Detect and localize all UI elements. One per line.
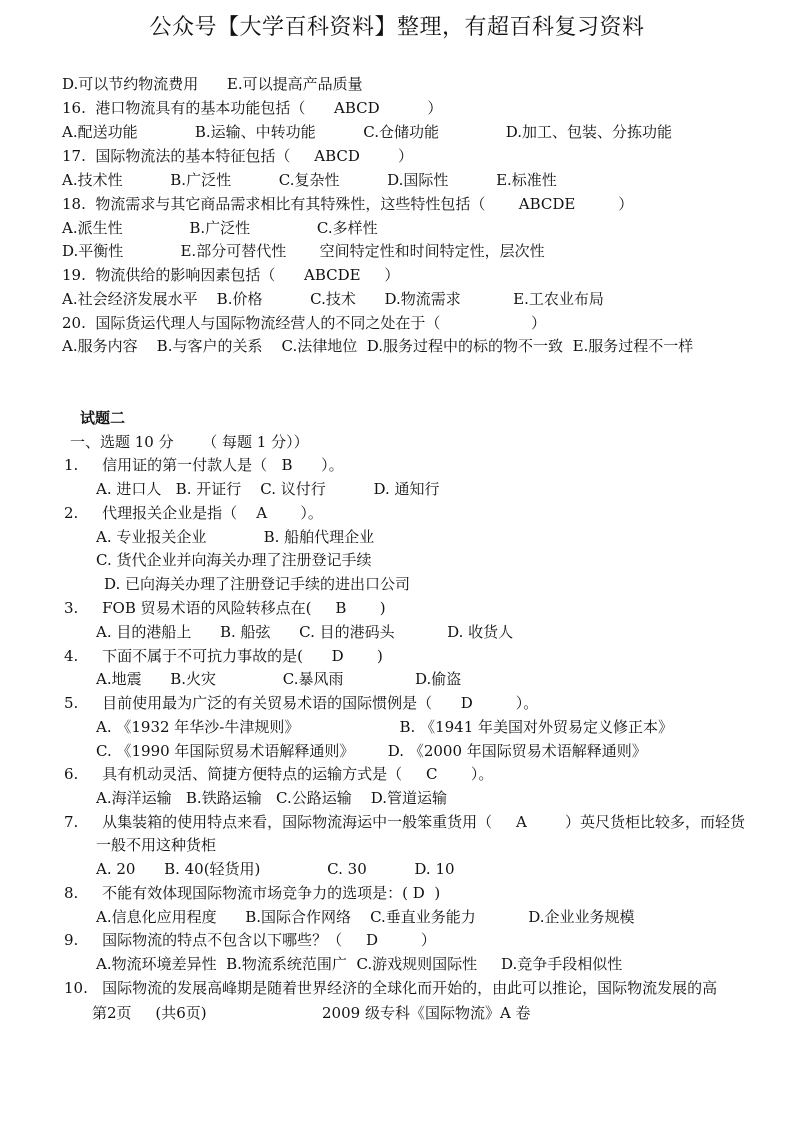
page-header: 公众号【大学百科资料】整理，有超百科复习资料: [149, 15, 645, 40]
text-line: 10. 国际物流的发展高峰期是随着世界经济的全球化而开始的，由此可以推论，国际物流发展的高: [64, 979, 718, 997]
footer-exam-title: 2009 级专科《国际物流》A 卷: [322, 1004, 531, 1022]
text-line: 20. 国际货运代理人与国际物流经营人的不同之处在于（ ）: [62, 314, 546, 332]
text-line: D.平衡性 E.部分可替代性 空间特定性和时间特定性，层次性: [62, 242, 545, 260]
text-line: D. 已向海关办理了注册登记手续的进出口公司: [104, 575, 411, 593]
text-line: D.可以节约物流费用 E.可以提高产品质量: [62, 75, 363, 93]
text-line: A.地震 B.火灾 C.暴风雨 D.偷盗: [96, 670, 462, 688]
text-line: A. 《1932 年华沙-牛津规则》 B. 《1941 年美国对外贸易定义修正本》: [96, 718, 674, 736]
text-line: A.派生性 B.广泛性 C.多样性: [62, 219, 378, 237]
text-line: A. 专业报关企业 B. 船舶代理企业: [96, 528, 375, 546]
text-line: A.海洋运输 B.铁路运输 C.公路运输 D.管道运输: [96, 789, 448, 807]
text-line: 17. 国际物流法的基本特征包括（ ABCD ）: [62, 147, 414, 165]
text-line: 3. FOB 贸易术语的风险转移点在( B ): [64, 599, 386, 617]
text-line: A. 目的港船上 B. 船弦 C. 目的港码头 D. 收货人: [96, 623, 514, 641]
text-line: 7. 从集装箱的使用特点来看，国际物流海运中一般笨重货用（ A ）英尺货柜比较多，而轻货: [64, 813, 745, 831]
text-line: 6. 具有机动灵活、简捷方便特点的运输方式是（ C ）。: [64, 765, 494, 783]
text-line: 18. 物流需求与其它商品需求相比有其特殊性，这些特性包括（ ABCDE ）: [62, 195, 634, 213]
text-line: 8. 不能有效体现国际物流市场竞争力的选项是：( D ): [64, 884, 441, 902]
text-line: 5. 目前使用最为广泛的有关贸易术语的国际惯例是（ D ）。: [64, 694, 539, 712]
text-line: A.物流环境差异性 B.物流系统范围广 C.游戏规则国际性 D.竞争手段相似性: [96, 955, 623, 973]
text-line: 一、选题 10 分 （ 每题 1 分））: [70, 433, 309, 451]
section-heading: 试题二: [80, 409, 126, 427]
text-line: C. 《1990 年国际贸易术语解释通则》 D. 《2000 年国际贸易术语解释通则》: [96, 742, 647, 760]
text-line: A. 进口人 B. 开证行 C. 议付行 D. 通知行: [96, 480, 440, 498]
text-line: 4. 下面不属于不可抗力事故的是( D ): [64, 647, 383, 665]
text-line: 19. 物流供给的影响因素包括（ ABCDE ）: [62, 266, 400, 284]
text-line: A.社会经济发展水平 B.价格 C.技术 D.物流需求 E.工农业布局: [62, 290, 604, 308]
text-line: A.配送功能 B.运输、中转功能 C.仓储功能 D.加工、包装、分拣功能: [62, 123, 673, 141]
text-line: 2. 代理报关企业是指（ A ）。: [64, 504, 323, 522]
text-line: A.信息化应用程度 B.国际合作网络 C.垂直业务能力 D.企业业务规模: [96, 908, 635, 926]
text-line: 9. 国际物流的特点不包含以下哪些？（ D ）: [64, 931, 436, 949]
text-line: A.技术性 B.广泛性 C.复杂性 D.国际性 E.标准性: [62, 171, 557, 189]
text-line: 16. 港口物流具有的基本功能包括（ ABCD ）: [62, 99, 443, 117]
text-line: 一般不用这种货柜: [96, 836, 217, 854]
footer-page-number: 第2页 (共6页): [92, 1004, 207, 1022]
text-line: A.服务内容 B.与客户的关系 C.法律地位 D.服务过程中的标的物不一致 E.服务过程不一样: [62, 337, 694, 355]
text-line: 1. 信用证的第一付款人是（ B ）。: [64, 456, 344, 474]
text-line: C. 货代企业并向海关办理了注册登记手续: [96, 551, 372, 569]
text-line: A. 20 B. 40(轻货用) C. 30 D. 10: [96, 860, 455, 878]
